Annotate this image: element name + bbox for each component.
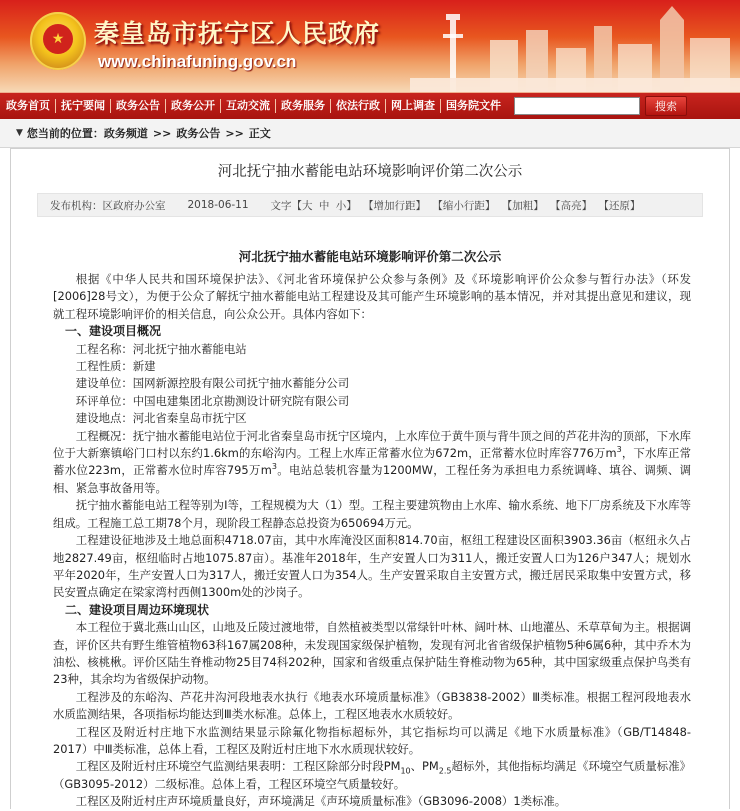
font-size-large-button[interactable]: 文字【大	[270, 199, 313, 212]
nav-item-open-affairs[interactable]: 政务公开	[171, 99, 215, 112]
breadcrumb-separator: >>	[225, 126, 244, 140]
paragraph-text: 工程概况：抚宁抽水蓄能电站位于河北省秦皇岛市抚宁区境内，上水库位于黄牛顶与背牛顶之间的芦花井沟的顶部，下水库位于大新寨镇峪门口村以东约1.6km的东峪沟内。工程上水库正常蓄水位为672m，正常蓄水位时库容776万m	[53, 428, 691, 461]
nav-item-law[interactable]: 依法行政	[336, 99, 380, 112]
section-heading: 二、建设项目周边环境现状	[65, 602, 210, 617]
paragraph-text: 、PM	[410, 759, 439, 774]
paragraph-text: 。电站总装机容量为1200MW，工程任务为承担电力系统调峰、填谷、调频、调相、紧急事故备用等。	[53, 463, 691, 495]
nav-item-home[interactable]: 政务首页	[6, 99, 50, 112]
article-date: 2018-06-11	[187, 199, 249, 211]
breadcrumb	[0, 119, 740, 148]
font-size-small-button[interactable]: 小】	[335, 199, 357, 212]
article-publisher: 发布机构：区政府办公室	[50, 199, 166, 212]
search-button[interactable]: 搜索	[645, 96, 687, 116]
main-nav	[0, 92, 740, 119]
nav-item-services[interactable]: 政务服务	[281, 99, 325, 112]
project-info-location: 建设地点：河北省秦皇岛市抚宁区	[75, 411, 247, 426]
city-skyline-image	[410, 0, 740, 92]
breadcrumb-item-announcements[interactable]: 政务公告	[176, 127, 221, 140]
paragraph-grade: 抚宁抽水蓄能电站工程等别为I等，工程规模为大（1）型。工程主要建筑物由上水库、输水系统、地下厂房系统及下水库等组成。工程施工总工期78个月，现阶段工程静态总投资为650694万元。	[53, 498, 691, 530]
nav-item-state-council[interactable]: 国务院文件	[446, 99, 501, 112]
paragraph-land: 工程建设征地涉及土地总面积4718.07亩，其中水库淹没区面积814.70亩，枢纽工程建设区面积3903.36亩（枢纽永久占地2827.49亩，枢纽临时占地1075.87亩）。基准年2018年，生产安置人口为311人，搬迁安置人口为126户347人；规划水平年2020年，生产安置人口为317人，搬迁安置人口为354人。生产安置采取自主安置方式，搬迁居民采取集中安置方式，移民安置点确定在梁家湾村西侧1300m处的沙岗子。	[53, 533, 691, 600]
font-size-medium-button[interactable]: 中	[318, 199, 330, 212]
section-heading: 一、建设项目概况	[65, 324, 162, 339]
national-emblem-icon: ★	[30, 12, 86, 70]
paragraph-groundwater: 工程区及附近村庄地下水监测结果显示除氟化物指标超标外，其它指标均可以满足《地下水质量标准》（GB/T14848-2017）中Ⅲ类标准，总体上看，工程区及附近村庄地下水水质现状较好。	[53, 724, 691, 756]
article-body-title: 河北抚宁抽水蓄能电站环境影响评价第二次公示	[238, 249, 502, 264]
project-info-assessor: 环评单位：中国电建集团北京勘测设计研究院有限公司	[75, 393, 350, 408]
site-url: www.chinafuning.gov.cn	[98, 52, 297, 71]
subscript: 2.5	[438, 766, 452, 776]
site-title: 秦皇岛市抚宁区人民政府	[94, 19, 381, 48]
nav-item-announcements[interactable]: 政务公告	[116, 99, 160, 112]
highlight-button[interactable]: 【高亮】	[550, 199, 593, 212]
text-controls	[271, 198, 644, 213]
breadcrumb-prefix: 您当前的位置：	[26, 127, 104, 140]
nav-item-survey[interactable]: 网上调查	[391, 99, 435, 112]
paragraph-text: 工程区及附近村庄环境空气监测结果表明：工程区除部分时段PM	[75, 759, 401, 774]
superscript: 3	[271, 462, 277, 472]
triangle-down-icon: ▼	[16, 128, 23, 138]
site-banner	[0, 0, 740, 92]
nav-item-news[interactable]: 抚宁要闻	[61, 99, 105, 112]
paragraph-text: 超标外，其他指标均满足《环境空气质量标准》（GB3095-2012）二级标准。总体上看，工程区环境空气质量较好。	[53, 759, 691, 791]
paragraph-air	[53, 758, 691, 793]
article-title: 河北抚宁抽水蓄能电站环境影响评价第二次公示	[217, 164, 523, 180]
project-info-nature: 工程性质：新建	[75, 359, 156, 374]
project-info-name: 工程名称：河北抚宁抽水蓄能电站	[75, 341, 247, 356]
superscript: 3	[616, 445, 622, 455]
breadcrumb-item-current: 正文	[248, 127, 271, 140]
paragraph-ecology: 本工程位于冀北燕山山区，山地及丘陵过渡地带，自然植被类型以常绿针叶林、阔叶林、山地灌丛、禾草草甸为主。根据调查，评价区共有野生维管植物63科167属208种，未发现国家级保护植物，发现有河北省省级保护植物5种6属6种，其中乔木为油松、核桃楸。评价区陆生脊椎动物25目74科202种，国家和省级重点保护陆生脊椎动物为65种，其中国家级重点保护鸟类有23种，其余均为省级保护动物。	[53, 620, 691, 687]
subscript: 10	[400, 766, 411, 776]
paragraph-noise: 工程区及附近村庄声环境质量良好，声环境满足《声环境质量标准》（GB3096-2008）1类标准。	[75, 794, 567, 809]
article-meta-bar	[37, 193, 703, 217]
bold-button[interactable]: 【加粗】	[501, 199, 544, 212]
decrease-line-spacing-button[interactable]: 【缩小行距】	[432, 199, 496, 212]
article-intro: 根据《中华人民共和国环境保护法》、《河北省环境保护公众参与条例》及《环境影响评价公众参与暂行办法》（环发[2006]28号文），为便于公众了解抚宁抽水蓄能电站工程建设及其可能产生环境影响的基本情况，并对其提出意见和建议，现就工程环境影响评价的相关信息，向公众公开。具体内容如下：	[53, 272, 691, 321]
increase-line-spacing-button[interactable]: 【增加行距】	[363, 199, 427, 212]
breadcrumb-separator: >>	[152, 126, 172, 140]
project-info-builder: 建设单位：国网新源控股有限公司抚宁抽水蓄能分公司	[75, 376, 350, 391]
search-input[interactable]	[514, 97, 640, 115]
reset-button[interactable]: 【还原】	[598, 199, 641, 212]
paragraph-text: ，下水库正常蓄水位223m，正常蓄水位时库容795万m	[53, 446, 691, 478]
breadcrumb-item-channel[interactable]: 政务频道	[103, 127, 148, 140]
paragraph-surface-water: 工程涉及的东峪沟、芦花井沟河段地表水执行《地表水环境质量标准》（GB3838-2002）Ⅲ类标准。根据工程河段地表水水质监测结果，各项指标均能达到Ⅲ类水标准。总体上，工程区地表水水质较好。	[53, 689, 691, 722]
article-container	[10, 148, 730, 809]
nav-item-interaction[interactable]: 互动交流	[226, 99, 270, 112]
paragraph-overview	[53, 428, 691, 498]
